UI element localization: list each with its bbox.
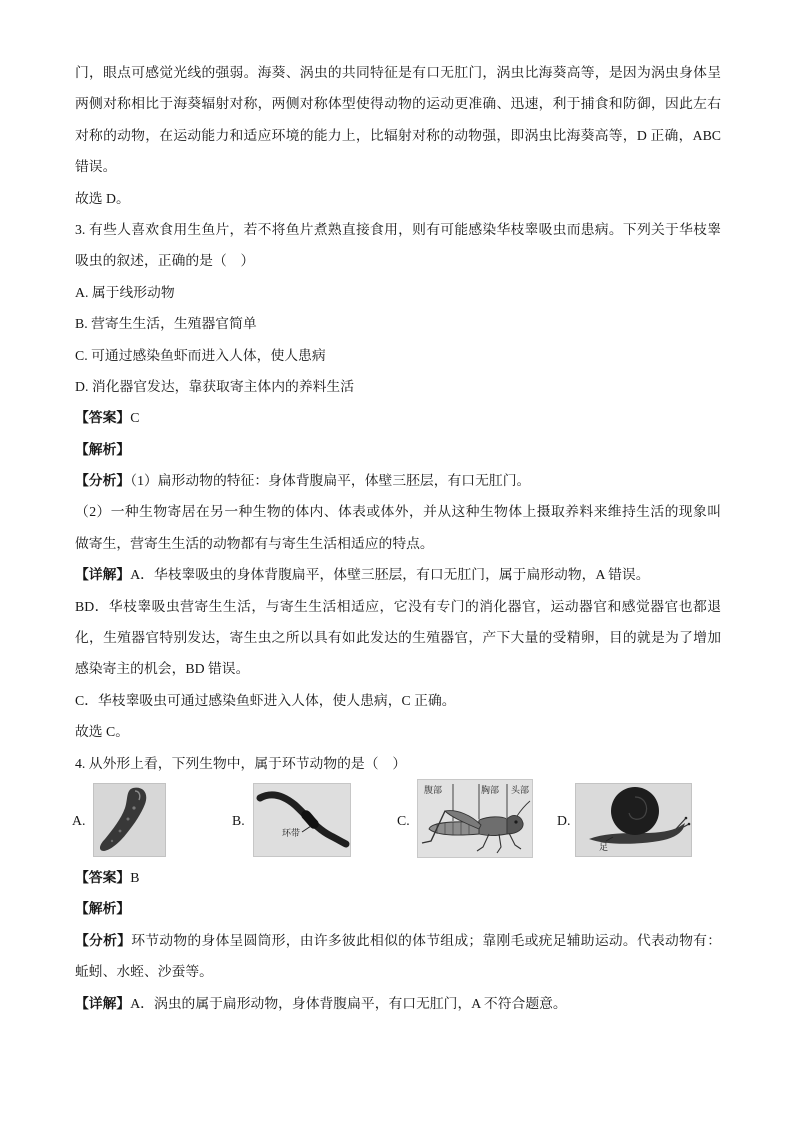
answer-label: 【答案】 [75,869,131,885]
option-b-letter: B. [232,812,245,828]
conclusion-line: 故选 C。 [75,724,130,740]
analysis-line: 蚯蚓、水蛭、沙蚕等。 [75,964,213,980]
detail-label: 【详解】 [75,995,131,1011]
option-c: C. 可通过感染鱼虾而进入人体，使人患病 [75,347,326,363]
previous-question-explanation [75,57,721,214]
conclusion-line: 故选 D。 [75,190,130,206]
snail-shell [611,787,659,835]
option-d-snail-image [575,783,692,857]
option-a-planarian-image [93,783,166,857]
option-d-letter: D. [557,812,571,828]
explanation-line: 对称的动物，在运动能力和适应环境的能力上，比辐射对称的动物强，即涡虫比海葵高等，D 正确，ABC [75,127,721,143]
answer-value: B [130,869,140,885]
option-a: A. 属于线形动物 [75,284,175,300]
detail-text: A．华枝睾吸虫的身体背腹扁平，体壁三胚层，有口无肛门，属于扁形动物，A 错误。 [130,567,650,583]
solution-heading-line [75,434,721,465]
detail-line [75,988,721,1019]
analysis-line: 做寄生，营寄生生活的动物都有与寄生生活相适应的特点。 [75,535,434,551]
detail-label: 【详解】 [75,567,131,583]
answer-line [75,402,721,433]
explanation-line: 错误。 [75,159,117,175]
option-b-earthworm-image [253,783,351,857]
head-label: 头部 [511,785,530,796]
detail-line: C．华枝睾吸虫可通过感染鱼虾进入人体，使人患病，C 正确。 [75,692,456,708]
question-3 [75,214,721,748]
option-c-letter: C. [397,812,410,828]
explanation-line: 门，眼点可感觉光线的强弱。海葵、涡虫的共同特征是有口无肛门，涡虫比海葵高等，是因为涡虫身体呈 [75,65,721,80]
option-c-grasshopper-image [417,779,533,858]
option-a-letter: A. [72,812,86,828]
explanation-line: 两侧对称相比于海葵辐射对称，两侧对称体型使得动物的运动更准确、迅速，利于捕食和防御，因此左右 [75,96,721,112]
analysis-label: 【分析】 [75,473,131,489]
option-d: D. 消化器官发达，靠获取寄主体内的养料生活 [75,378,355,394]
document-page [72,57,722,1019]
analysis-text: 环节动物的身体呈圆筒形，由许多彼此相似的体节组成；靠刚毛或疣足辅助运动。代表动物有： [131,932,722,948]
option-b: B. 营寄生生活，生殖器官简单 [75,316,257,332]
answer-label: 【答案】 [75,410,131,426]
thorax-label: 胸部 [481,785,500,796]
analysis-label: 【分析】 [75,932,132,948]
foot-label: 足 [599,842,609,853]
analysis-line: （2）一种生物寄居在另一种生物的体内、体表或体外，并从这种生物体上摄取养料来维持生活的现象叫 [75,504,721,520]
analysis-text: （1）扁形动物的特征：身体背腹扁平，体壁三胚层，有口无肛门。 [130,473,531,489]
detail-line [75,559,721,590]
abdomen-label: 腹部 [424,785,443,796]
detail-line: 感染寄主的机会，BD 错误。 [75,661,250,677]
detail-text: A．涡虫的属于扁形动物，身体背腹扁平，有口无肛门，A 不符合题意。 [130,995,567,1011]
question-stem-line: 吸虫的叙述，正确的是（ ） [75,253,255,269]
question-stem-line: 4. 从外形上看，下列生物中，属于环节动物的是（ ） [75,755,407,771]
detail-line: BD．华枝睾吸虫营寄生生活，与寄生生活相适应，它没有专门的消化器官，运动器官和感觉器官也都退 [75,598,721,614]
solution-heading: 【解析】 [75,901,131,917]
answer-value: C [130,410,140,426]
analysis-line [75,465,721,496]
answer-line [75,862,721,893]
detail-line: 化，生殖器官特别发达，寄生虫之所以具有如此发达的生殖器官，产下大量的受精卵，目的就是为了增加 [75,630,721,646]
solution-heading-line [75,893,721,924]
clitellum-label: 环带 [282,828,301,839]
solution-heading: 【解析】 [75,441,131,457]
question-4 [72,748,722,1019]
question-stem-line: 3. 有些人喜欢食用生鱼片，若不将鱼片煮熟直接食用，则有可能感染华枝睾吸虫而患病。下列关于华枝睾 [75,221,721,237]
analysis-line [75,925,721,956]
image-options-row [72,779,721,862]
clitellum-band [306,815,314,824]
